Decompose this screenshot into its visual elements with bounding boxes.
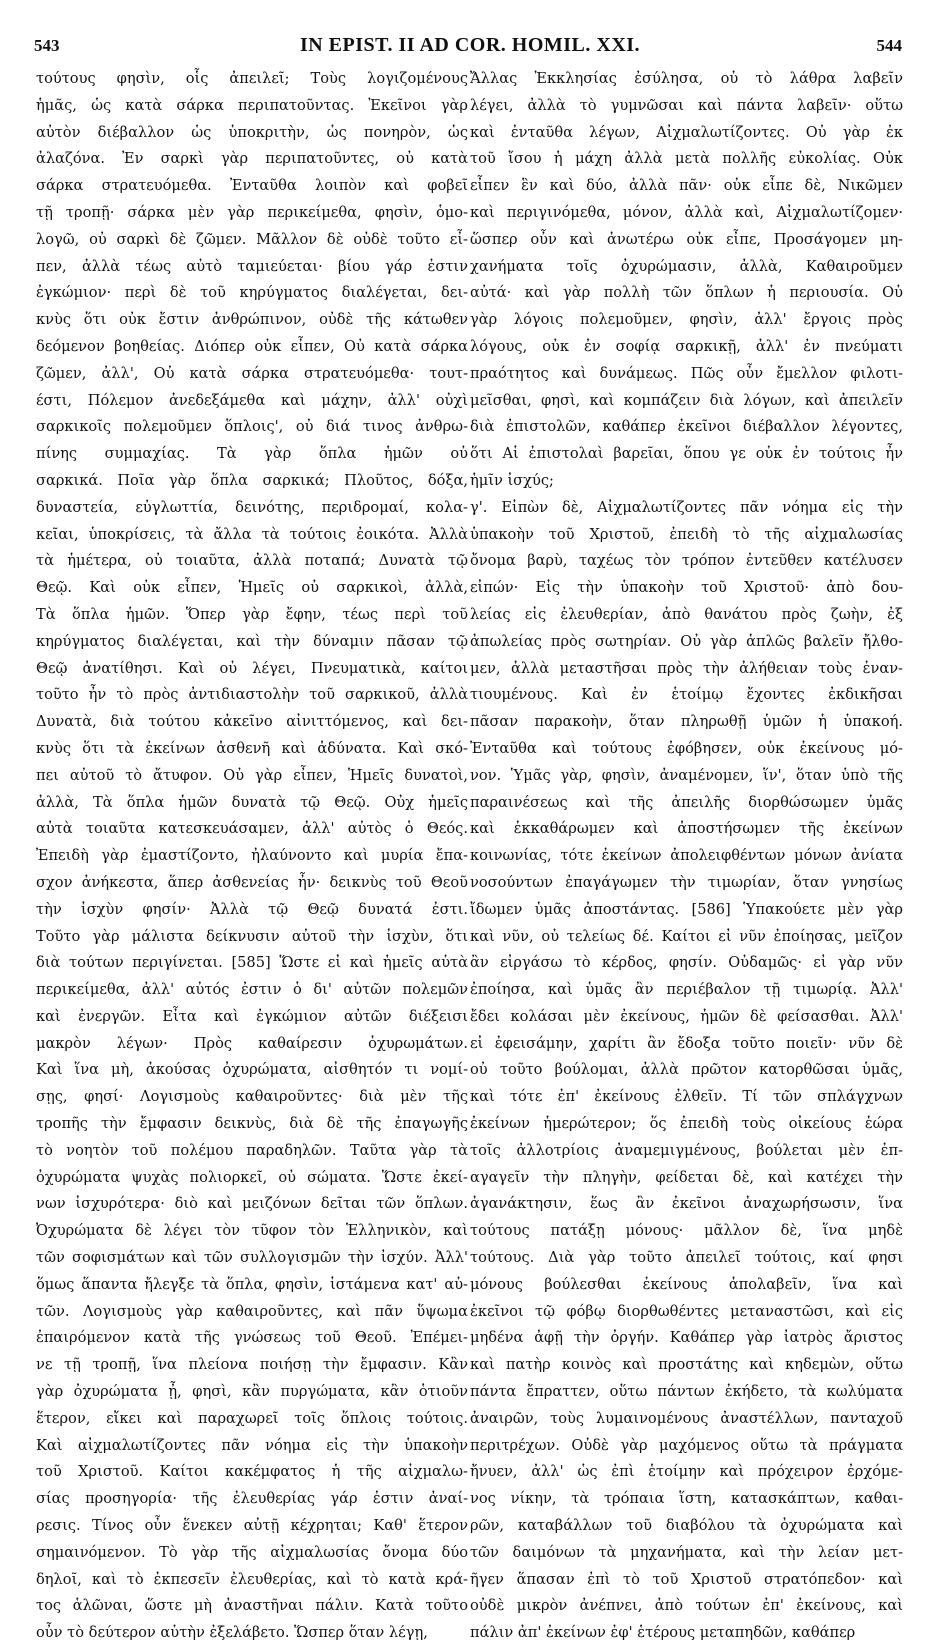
right-column-line: τιουμένους. Καὶ ἐν ἑτοίμῳ ἔχοντες ἐκδικῆσαι xyxy=(470,686,903,704)
right-column-line: ῆγεν ἅπασαν ἐπὶ τὸ τοῦ Χριστοῦ στρατόπεδον· καὶ xyxy=(470,1570,903,1588)
running-header xyxy=(34,22,906,56)
left-column-line: Τὰ ὅπλα ἡμῶν. Ὅπερ γὰρ ἔφην, τέως περὶ τοῦ xyxy=(36,605,468,623)
left-column-line: κνὺς ὅτι τὰ ἐκείνων ἀσθενῆ καὶ ἀδύνατα. Καὶ σκό- xyxy=(36,739,468,757)
right-column-line: νον. Ὑμᾶς γὰρ, φησὶν, ἀναμένομεν, ἵν', ὅταν ὑπὸ τῆς xyxy=(470,766,903,784)
left-column-line: Καὶ ἵνα μὴ, ἀκούσας ὀχυρώματα, αἰσθητόν τι νομί- xyxy=(36,1061,468,1079)
left-column-line: κεῖαι, ὑποκρίσεις, τὰ ἄλλα τὰ τούτοις ἐοικότα. Ἀλλὰ xyxy=(36,525,468,543)
left-column-line: ἀλαζόνα. Ἐν σαρκὶ γὰρ περιπατοῦντες, οὐ κατὰ xyxy=(36,150,468,168)
right-column-line: ἤνυεν, ἀλλ' ὡς ἐπὶ ἑτοίμην καὶ πρόχειρον ἐρχόμε- xyxy=(470,1463,903,1481)
right-column-line: χανήματα τοῖς ὀχυρώμασιν, ἀλλὰ, Καθαιροῦμεν xyxy=(470,257,903,275)
right-column-line: τούτους. Διὰ γὰρ τοῦτο ἀπειλεῖ τούτοις, καί φησι xyxy=(470,1249,903,1267)
right-column-line: ἀπωλείας πρὸς σωτηρίαν. Οὐ γὰρ ἁπλῶς βαλεῖν ἤλθο- xyxy=(470,632,903,650)
left-column-line: αὐτὸν διέβαλλον ὡς ὑποκριτὴν, ὡς πονηρὸν, ὡς xyxy=(36,123,468,141)
left-column-line: Ἐπειδὴ γὰρ ἐμαστίζοντο, ἠλαύνοντο καὶ μυρία ἔπα- xyxy=(36,847,468,865)
left-column-line: περικείμεθα, ἀλλ' αὐτός ἐστιν ὁ δι' αὐτῶν πολεμῶν xyxy=(36,981,468,999)
right-column-line: τοῖς ἀλλοτρίοις ἀναμεμιγμένους, βούλεται μὲν ἐπ- xyxy=(470,1141,903,1159)
left-column-line: ἐγκώμιον· περὶ δὲ τοῦ κηρύγματος διαλέγεται, δει- xyxy=(36,284,468,302)
left-column-line: Θεῷ ἀνατίθησι. Καὶ οὐ λέγει, Πνευματικὰ, καίτοι xyxy=(36,659,468,677)
right-column-line: Ἄλλας Ἐκκλησίας ἐσύλησα, οὐ τὸ λάθρα λαβεῖν xyxy=(470,70,903,87)
left-column-line: λογῶ, οὐ σαρκὶ δὲ ζῶμεν. Μᾶλλον δὲ οὐδὲ τοῦτο εἶ- xyxy=(36,230,468,248)
right-column-line: λείας εἰς ἐλευθερίαν, ἀπὸ θανάτου πρὸς ζωὴν, ἐξ xyxy=(470,605,903,623)
left-column-line: πει αὐτοῦ τὸ ἄτυφον. Οὐ γὰρ εἶπεν, Ἡμεῖς δυνατοὶ, xyxy=(36,766,468,784)
right-column-line: οὐδὲ μικρὸν ἀνέπνει, ἀπὸ τούτων ἐπ' ἐκείνους, καὶ xyxy=(470,1597,903,1615)
right-column-line: καὶ ἐκκαθάρωμεν καὶ ἀποστήσωμεν τῆς ἐκείνων xyxy=(470,820,903,838)
right-column-line: μεν, ἀλλὰ μεταστῆσαι πρὸς τὴν ἀλήθειαν τοὺς ἐναν- xyxy=(470,659,903,677)
right-column-line: ἐκείνων ἡμερώτερον; ὅς ἐπειδὴ τοὺς οἰκείους ἑώρα xyxy=(470,1115,903,1133)
left-column-line: Δυνατὰ, διὰ τούτου κἀκεῖνο αἰνιττόμενος, καὶ δει- xyxy=(36,713,468,731)
left-column xyxy=(36,66,468,1647)
right-column-line: καὶ ἐνταῦθα λέγων, Αἰχμαλωτίζοντες. Οὐ γὰρ ἐκ xyxy=(470,123,903,141)
right-column-line: ἔδει κολάσαι μὲν ἐκείνους, ἡμῶν δὲ φείσασθαι. Ἀλλ' xyxy=(470,1007,903,1025)
left-column-line: δυναστεία, εὐγλωττία, δεινότης, περιδρομαί, κολα- xyxy=(36,498,468,516)
right-column-line: ὄνομα βαρὺ, ταχέως τὸν τρόπον ἐντεῦθεν κατέλυσεν xyxy=(470,552,903,570)
running-title: IN EPIST. II AD COR. HOMIL. XXI. xyxy=(299,34,641,56)
right-column-line: ἐποίησα, καὶ ὑμᾶς ἂν περιέβαλον τῇ τιμωρίᾳ. Ἀλλ' xyxy=(470,981,903,999)
page-number-right: 544 xyxy=(876,36,902,55)
left-column-line: τῶν σοφισμάτων καὶ τῶν συλλογισμῶν τὴν ἰσχύν. Ἀλλ' xyxy=(36,1249,468,1267)
right-column-line: διὰ ἐπιστολῶν, καθάπερ ἐκεῖνοι διέβαλλον λέγοντες, xyxy=(470,418,903,436)
right-column-line: ὥσπερ οὖν καὶ ἀνωτέρω οὐκ εἶπε, Προσάγομεν μη- xyxy=(470,230,903,248)
left-column-line: τος ἁλῶναι, ὥστε μὴ ἀναστῆναι πάλιν. Κατὰ τοῦτο xyxy=(36,1597,468,1615)
left-column-line: ἐπαιρόμενον κατὰ τῆς γνώσεως τοῦ Θεοῦ. Ἐπέμει- xyxy=(36,1329,468,1347)
right-column-line: ρῶν, καταβάλλων τοῦ διαβόλου τὰ ὀχυρώματα καὶ xyxy=(470,1517,903,1535)
left-column-line: νων ἰσχυρότερα· διὸ καὶ μειζόνων δεῖται τῶν ὅπλων. xyxy=(36,1195,468,1213)
left-column-line: κνὺς ὅτι οὐκ ἔστιν ἀνθρώπινον, οὐδὲ τῆς κάτωθεν xyxy=(36,311,468,329)
right-column-line: αὐτά· καὶ γὰρ πολλὴ τῶν ὅπλων ἡ περιουσία. Οὐ xyxy=(470,284,903,302)
right-column-line: λόγους, οὐκ ἐν σοφίᾳ σαρκικῇ, ἀλλ' ἐν πνεύματι xyxy=(470,337,903,355)
left-column-line: τούτους φησὶν, οἷς ἀπειλεῖ; Τοὺς λογιζομένους xyxy=(36,70,468,87)
right-column-line: οὐ τοῦτο βούλομαι, ἀλλὰ πρῶτον κατορθῶσαι ὑμᾶς, xyxy=(470,1061,903,1079)
left-column-line: σῃς, φησί· Λογισμοὺς καθαιροῦντες· διὰ μὲν τῆς xyxy=(36,1088,468,1106)
left-column-line: Καὶ αἰχμαλωτίζοντες πᾶν νόημα εἰς τὴν ὑπακοὴν xyxy=(36,1436,468,1454)
left-column-line: τῇ τροπῇ· σάρκα μὲν γὰρ περικείμεθα, φησὶν, ὁμο- xyxy=(36,203,468,221)
right-column-line: καὶ περιγινόμεθα, μόνον, ἀλλὰ καὶ, Αἰχμαλωτίζομεν· xyxy=(470,203,903,221)
left-column-line: ὅμως ἅπαντα ἤλεγξε τὰ ὅπλα, φησὶν, ἱστάμενα κατ' αὐ- xyxy=(36,1275,468,1293)
right-column-line: νοσούντων ἐπαγάγωμεν τὴν τιμωρίαν, ὅταν γνησίως xyxy=(470,873,903,891)
right-column-line: καὶ τότε ἐπ' ἐκείνους ἐλθεῖν. Τί τῶν σπλάγχνων xyxy=(470,1088,903,1106)
right-column-line: νος νίκην, τὰ τρόπαια ἵστη, κατασκάπτων, καθαι- xyxy=(470,1490,903,1508)
right-column-line: ἂν εἰργάσω τὸ κέρδος, φησίν. Οὐδαμῶς· εἰ γὰρ νῦν xyxy=(470,954,903,972)
left-column-line: τῶν. Λογισμοὺς γὰρ καθαιροῦντες, καὶ πᾶν ὕψωμα xyxy=(36,1302,468,1320)
left-column-line: σημαινόμενον. Τὸ γὰρ τῆς αἰχμαλωσίας ὄνομα δύο xyxy=(36,1543,468,1561)
left-column-line: γὰρ ὀχυρώματα ᾖ, φησὶ, κἂν πυργώματα, κἂν ὁτιοῦν xyxy=(36,1383,468,1401)
left-column-line: σαρκικοῖς πολεμοῦμεν ὅπλοις', οὐ διά τινος ἀνθρω- xyxy=(36,418,468,436)
left-column-line: τοῦ Χριστοῦ. Καίτοι κακέμφατος ἡ τῆς αἰχμαλω- xyxy=(36,1463,468,1481)
left-column-line: κηρύγματος διαλέγεται, καὶ τὴν δύναμιν πᾶσαν τῷ xyxy=(36,632,468,650)
right-column-line: γ'. Εἰπὼν δὲ, Αἰχμαλωτίζοντες πᾶν νόημα εἰς τὴν xyxy=(470,498,903,516)
left-column-line: ρεσις. Τίνος οὖν ἕνεκεν αὐτῇ κέχρηται; Καθ' ἕτερον xyxy=(36,1517,468,1535)
left-column-line: σάρκα στρατευόμεθα. Ἐνταῦθα λοιπὸν καὶ φοβεῖ xyxy=(36,177,468,195)
left-column-line: ὀχυρώματα ψυχὰς πολιορκεῖ, οὐ σώματα. Ὥστε ἐκεί- xyxy=(36,1168,468,1186)
left-column-line: δεόμενον βοηθείας. Διόπερ οὐκ εἶπεν, Οὐ κατὰ σάρκα xyxy=(36,337,468,355)
right-column-line: πάντα ἔπραττεν, οὕτω πάντων ἐκήδετο, τὰ κωλύματα xyxy=(470,1383,903,1401)
right-column-line: μηδένα ἀφῇ τὴν ὀργήν. Καθάπερ γὰρ ἰατρὸς ἄριστος xyxy=(470,1329,903,1347)
right-column-line: παραινέσεως καὶ τῆς ἀπειλῆς διορθώσωμεν ὑμᾶς xyxy=(470,793,903,811)
right-column-line: περιτρέχων. Οὐδὲ γὰρ μαχόμενος οὕτω τὰ πράγματα xyxy=(470,1436,903,1454)
right-column-line: ἡμῖν ἰσχύς; xyxy=(470,471,554,489)
left-column-line: σχον ἀνήκεστα, ἅπερ ἀσθενείας ἦν· δεικνὺς τοῦ Θεοῦ xyxy=(36,873,468,891)
right-column-line: πάλιν ἀπ' ἐκείνων ἐφ' ἑτέρους μεταπηδῶν, καθάπερ xyxy=(470,1624,856,1642)
right-column xyxy=(470,66,903,1647)
left-column-line: σαρκικά. Ποῖα γὰρ ὅπλα σαρκικά; Πλοῦτος, δόξα, xyxy=(36,471,468,489)
right-column-line: ὅτι Αἱ ἐπιστολαὶ βαρεῖαι, ὅπου γε οὐκ ἐν τούτοις ἦν xyxy=(470,445,903,463)
left-column-line: διὰ τούτων περιγίνεται. [585] Ὥστε εἰ καὶ ἡμεῖς αὐτὰ xyxy=(36,954,468,972)
right-column-line: Ἐνταῦθα καὶ τούτους ἐφόβησεν, οὐκ ἐκείνους μό- xyxy=(470,739,903,757)
left-column-line: Θεῷ. Καὶ οὐκ εἶπεν, Ἡμεῖς οὐ σαρκικοὶ, ἀλλὰ, xyxy=(36,579,468,597)
left-column-line: δηλοῖ, καὶ τὸ ἐκπεσεῖν ἐλευθερίας, καὶ τὸ κατὰ κρά- xyxy=(36,1570,468,1588)
left-column-line: πίνης συμμαχίας. Τὰ γὰρ ὅπλα ἡμῶν οὐ xyxy=(36,445,468,463)
left-column-line: τροπῆς τὴν ἔμφασιν δεικνὺς, διὰ δὲ τῆς ἐπαγωγῆς xyxy=(36,1115,468,1133)
left-column-line: τὸ νοητὸν τοῦ πολέμου παραδηλῶν. Ταῦτα γὰρ τὰ xyxy=(36,1141,468,1159)
right-column-line: καὶ νῦν, οὐ τελείως δέ. Καίτοι εἰ νῦν ἐποίησας, μεῖζον xyxy=(470,927,903,945)
left-column-line: τοῦτο ἦν τὸ πρὸς ἀντιδιαστολὴν τοῦ σαρκικοῦ, ἀλλὰ xyxy=(36,686,468,704)
right-column-line: ὑπακοὴν τοῦ Χριστοῦ, ἐπειδὴ τὸ τῆς αἰχμαλωσίας xyxy=(470,525,903,543)
right-column-line: λέγει, ἀλλὰ τὸ γυμνῶσαι καὶ πάντα λαβεῖν· οὕτω xyxy=(470,96,903,114)
left-column-line: ἡμᾶς, ὡς κατὰ σάρκα περιπατοῦντας. Ἐκεῖνοι γὰρ xyxy=(36,96,468,114)
left-column-line: αὐτὰ τοιαῦτα κατεσκευάσαμεν, ἀλλ' αὐτὸς ὁ Θεός. xyxy=(36,820,468,838)
right-column-line: πᾶσαν παρακοὴν, ὅταν πληρωθῇ ὑμῶν ἡ ὑπακοή. xyxy=(470,713,903,731)
right-column-line: γὰρ λόγοις πολεμοῦμεν, φησὶν, ἀλλ' ἔργοις πρὸς xyxy=(470,311,903,329)
right-column-line: εἰ ἐφεισάμην, χαρίτι ἂν ἔδοξα τοῦτο ποιεῖν· νῦν δὲ xyxy=(470,1034,903,1052)
right-column-line: ἀγανάκτησιν, ἕως ἂν ἐκεῖνοι ἀναχωρήσωσιν, ἵνα xyxy=(470,1195,903,1213)
left-column-line: Τοῦτο γὰρ μάλιστα δείκνυσιν αὐτοῦ τὴν ἰσχὺν, ὅτι xyxy=(36,927,468,945)
left-column-line: Ὀχυρώματα δὲ λέγει τὸν τῦφον τὸν Ἑλληνικὸν, καὶ xyxy=(36,1222,468,1240)
right-column-line: τῶν δαιμόνων τὰ μηχανήματα, καὶ τὴν λείαν μετ- xyxy=(470,1543,903,1561)
left-column-line: τὰ ἡμέτερα, οὐ τοιαῦτα, ἀλλὰ ποταπά; Δυνατὰ τῷ xyxy=(36,552,468,570)
left-column-line: ἕτερον, εἴκει καὶ παραχωρεῖ τοῖς ὅπλοις τούτοις. xyxy=(36,1409,468,1427)
left-column-line: τὴν ἰσχὺν φησίν· Ἀλλὰ τῷ Θεῷ δυνατά ἐστι. xyxy=(36,900,468,918)
right-column-line: τούτους πατάξῃ μόνους· μᾶλλον δὲ, ἵνα μηδὲ xyxy=(470,1222,903,1240)
right-column-line: ἴδωμεν ὑμᾶς ἀποστάντας. [586] Ὑπακούετε μὲν γὰρ xyxy=(470,900,903,918)
left-column-line: σίας προσηγορία· τῆς ἐλευθερίας γάρ ἐστιν ἀναί- xyxy=(36,1490,468,1508)
left-column-line: έστι, Πόλεμον ἀνεδεξάμεθα καὶ μάχην, ἀλλ' οὐχὶ xyxy=(36,391,468,409)
right-column-line: εἰπών· Εἰς τὴν ὑπακοὴν τοῦ Χριστοῦ· ἀπὸ δου- xyxy=(470,579,903,597)
left-column-line: νε τῇ τροπῇ, ἵνα πλείονα ποιήσῃ τὴν ἔμφασιν. Κἂν xyxy=(36,1356,468,1374)
left-column-line: μακρὸν λέγων· Πρὸς καθαίρεσιν ὀχυρωμάτων. xyxy=(36,1034,468,1052)
left-column-line: ἀλλὰ, Τὰ ὅπλα ἡμῶν δυνατὰ τῷ Θεῷ. Οὐχ ἡμεῖς xyxy=(36,793,468,811)
right-column-line: κοινωνίας, τότε ἐκείνων ἀπολειφθέντων μόνων ἀνίατα xyxy=(470,847,903,865)
right-column-line: καὶ πατὴρ κοινὸς καὶ προστάτης καὶ κηδεμὼν, οὕτω xyxy=(470,1356,903,1374)
right-column-line: μόνους βούλεσθαι ἐκείνους ἀπολαβεῖν, ἵνα καὶ xyxy=(470,1275,903,1293)
left-column-line: οὖν τὸ δεύτερον αὐτὴν ἐξελάβετο. Ὥσπερ ὅταν λέγῃ, xyxy=(36,1624,428,1642)
right-column-line: μεῖσθαι, φησὶ, καὶ κομπάζειν διὰ λόγων, καὶ ἀπειλεῖν xyxy=(470,391,903,409)
left-column-line: πεν, ἀλλὰ τέως αὐτὸ ταμιεύεται· βίου γάρ ἐστιν xyxy=(36,257,468,275)
right-column-line: πραότητος καὶ δυνάμεως. Πῶς οὖν ἔμελλον φιλοτι- xyxy=(470,364,903,382)
right-column-line: ἐκεῖνοι τῷ φόβῳ διορθωθέντες μεταναστῶσι, καὶ εἰς xyxy=(470,1302,903,1320)
left-column-line: καὶ ἐνεργῶν. Εἶτα καὶ ἐγκώμιον αὐτῶν διέξεισι xyxy=(36,1007,468,1025)
right-column-line: τοῦ ἴσου ἡ μάχη ἀλλὰ μετὰ πολλῆς εὐκολίας. Οὐκ xyxy=(470,150,903,168)
page-number-left: 543 xyxy=(34,36,60,55)
right-column-line: εἶπεν ἓν καὶ δύο, ἀλλὰ πᾶν· οὐκ εἶπε δὲ, Νικῶμεν xyxy=(470,177,903,195)
right-column-line: αγαγεῖν τὴν πληγὴν, φείδεται δὲ, καὶ κατέχει τὴν xyxy=(470,1168,903,1186)
left-column-line: ζῶμεν, ἀλλ', Οὐ κατὰ σάρκα στρατευόμεθα· τουτ- xyxy=(36,364,468,382)
right-column-line: ἀναιρῶν, τοὺς λυμαινομένους ἀναστέλλων, πανταχοῦ xyxy=(470,1409,903,1427)
